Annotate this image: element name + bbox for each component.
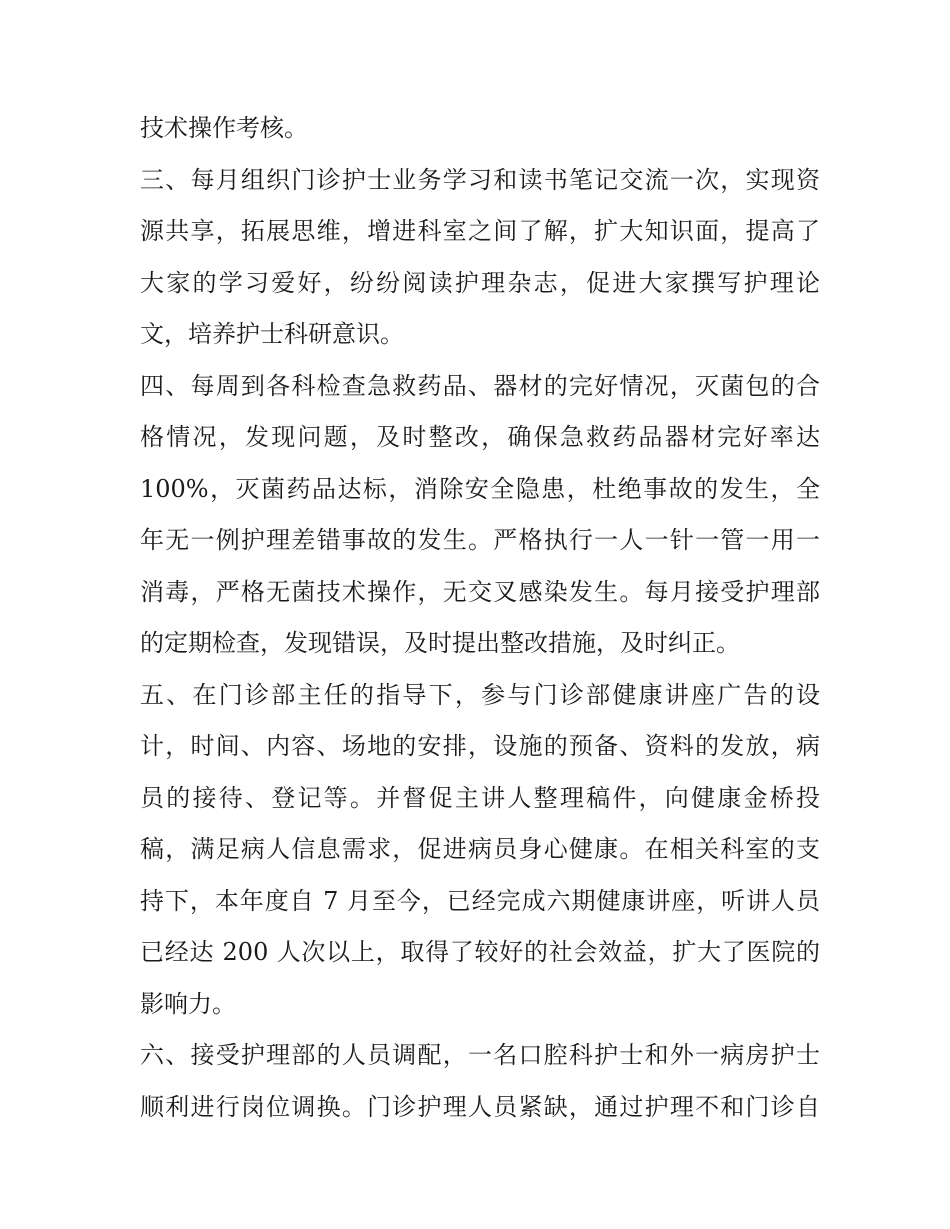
text-line: 四、每周到各科检查急救药品、器材的完好情况，灭菌包的合 <box>140 371 820 400</box>
text-line: 技术操作考核。 <box>140 114 308 142</box>
text-line: 文，培养护士科研意识。 <box>140 320 404 348</box>
text-line: 消毒，严格无菌技术操作，无交叉感染发生。每月接受护理部 <box>140 577 820 606</box>
text-line: 100%，灭菌药品达标，消除安全隐患，杜绝事故的发生，全 <box>140 474 820 503</box>
text-line: 大家的学习爱好，纷纷阅读护理杂志，促进大家撰写护理论 <box>140 268 820 297</box>
text-line: 顺利进行岗位调换。门诊护理人员紧缺，通过护理不和门诊自 <box>140 1092 820 1121</box>
text-line: 年无一例护理差错事故的发生。严格执行一人一针一管一用一 <box>140 526 820 554</box>
text-line: 已经达 200 人次以上，取得了较好的社会效益，扩大了医院的 <box>140 938 820 966</box>
text-line: 计，时间、内容、场地的安排，设施的预备、资料的发放，病 <box>140 732 820 760</box>
text-line: 三、每月组织门诊护士业务学习和读书笔记交流一次，实现资 <box>140 165 820 194</box>
text-line: 稿，满足病人信息需求，促进病员身心健康。在相关科室的支 <box>140 835 820 863</box>
text-line: 六、接受护理部的人员调配，一名口腔科护士和外一病房护士 <box>140 1041 820 1069</box>
text-line: 影响力。 <box>140 989 236 1018</box>
text-line: 的定期检查，发现错误，及时提出整改措施，及时纠正。 <box>140 629 740 657</box>
text-line: 持下，本年度自 7 月至今，已经完成六期健康讲座，听讲人员 <box>140 886 820 915</box>
body-text <box>140 103 820 1133</box>
text-line: 源共享，拓展思维，增进科室之间了解，扩大知识面，提高了 <box>140 217 820 245</box>
text-line: 五、在门诊部主任的指导下，参与门诊部健康讲座广告的设 <box>140 680 820 709</box>
text-line: 员的接待、登记等。并督促主讲人整理稿件，向健康金桥投 <box>140 783 820 812</box>
text-line: 格情况，发现问题，及时整改，确保急救药品器材完好率达 <box>140 423 820 451</box>
